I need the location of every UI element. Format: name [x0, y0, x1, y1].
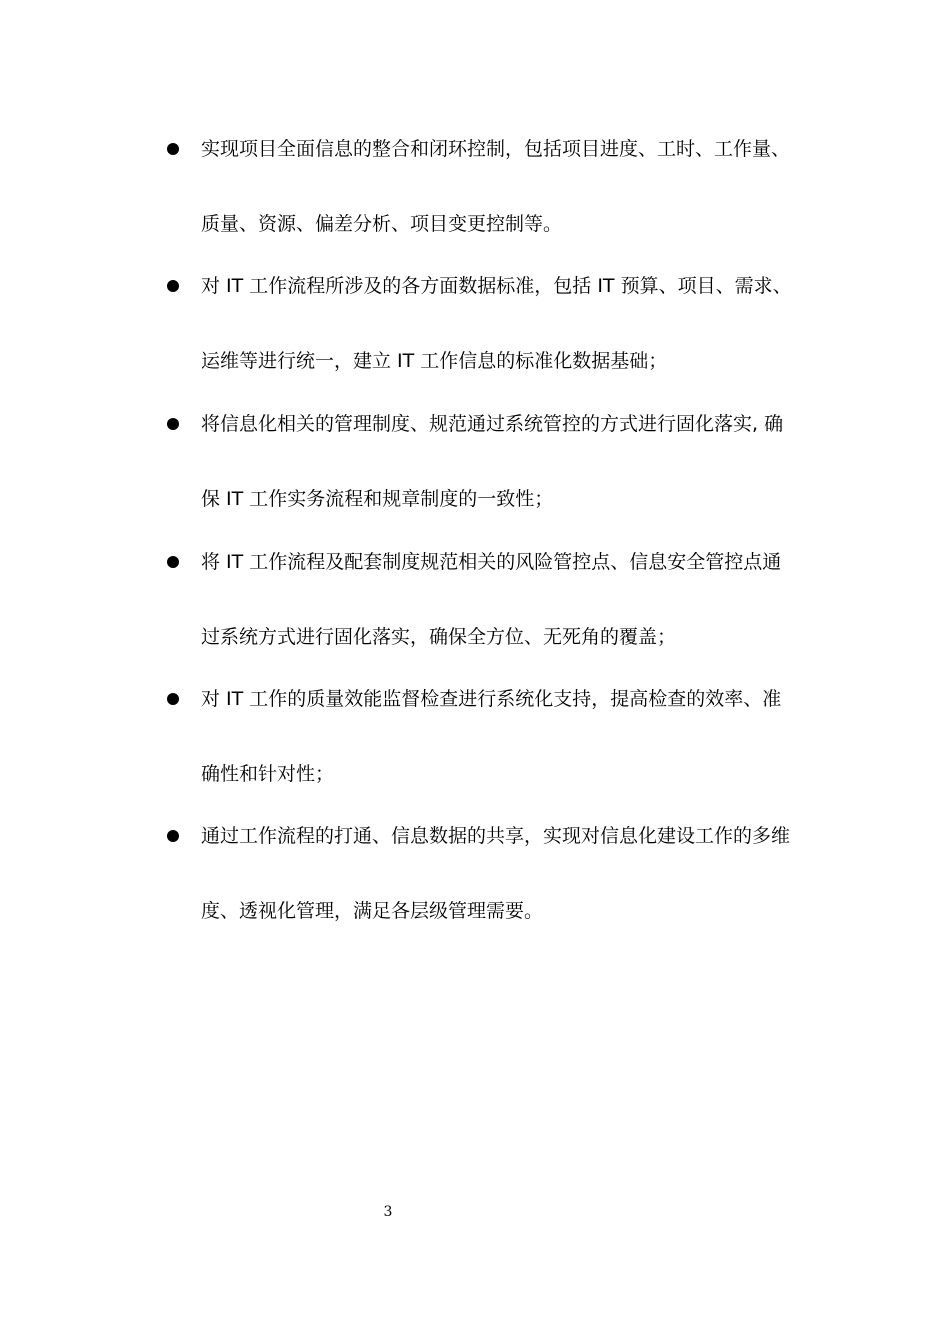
list-item-line-1: 对 IT 工作流程所涉及的各方面数据标准，包括 IT 预算、项目、需求、 [201, 275, 792, 297]
list-item-line-2: 保 IT 工作实务流程和规章制度的一致性； [201, 488, 554, 510]
bullet-dot-icon [167, 418, 179, 430]
list-item-line-2: 质量、资源、偏差分析、项目变更控制等。 [201, 213, 563, 235]
list-item-line-1: 将信息化相关的管理制度、规范通过系统管控的方式进行固化落实, 确 [201, 413, 784, 435]
page-number: 3 [383, 1204, 393, 1220]
list-item-line-1: 通过工作流程的打通、信息数据的共享，实现对信息化建设工作的多维 [201, 825, 791, 847]
bullet-dot-icon [167, 280, 179, 292]
list-item-line-1: 实现项目全面信息的整合和闭环控制，包括项目进度、工时、工作量、 [201, 138, 791, 160]
bullet-dot-icon [167, 830, 179, 842]
list-item-line-2: 度、透视化管理，满足各层级管理需要。 [201, 900, 544, 922]
list-item-line-2: 运维等进行统一，建立 IT 工作信息的标准化数据基础； [201, 350, 668, 372]
bullet-dot-icon [167, 556, 179, 568]
list-item-line-1: 将 IT 工作流程及配套制度规范相关的风险管控点、信息安全管控点通 [201, 551, 782, 573]
bullet-dot-icon [167, 143, 179, 155]
bullet-dot-icon [167, 693, 179, 705]
list-item-line-2: 过系统方式进行固化落实，确保全方位、无死角的覆盖； [201, 626, 677, 648]
list-item-line-2: 确性和针对性； [201, 763, 335, 785]
list-item-line-1: 对 IT 工作的质量效能监督检查进行系统化支持，提高检查的效率、准 [201, 688, 782, 710]
